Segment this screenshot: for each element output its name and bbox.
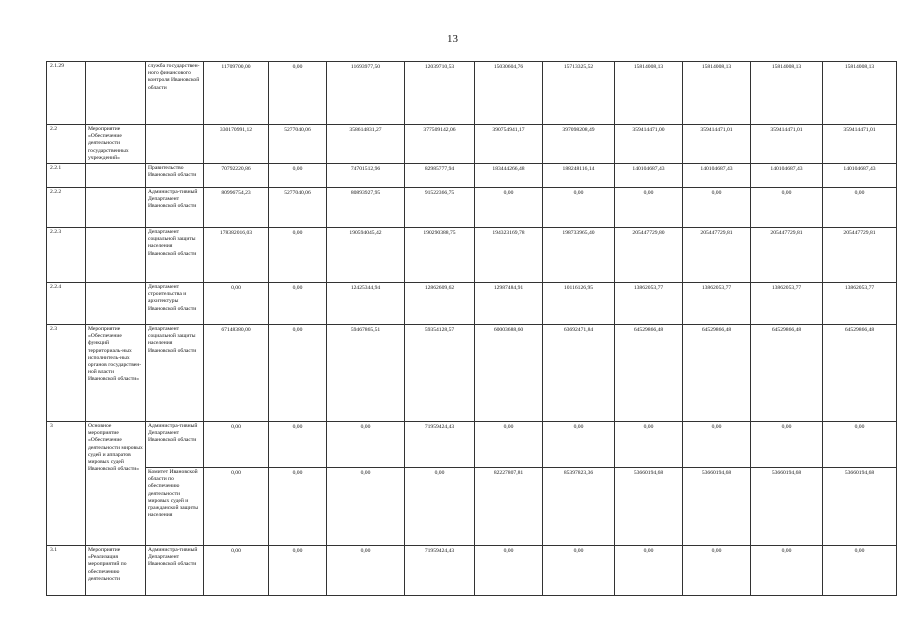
row-code: 2.2.3	[47, 228, 86, 283]
row-name: Мероприятие «Обеспечение деятельности государственных учреждений»	[86, 125, 146, 164]
row-value: 140104687,43	[751, 164, 823, 188]
row-value: 0,00	[543, 422, 615, 468]
row-value: 183444266,48	[475, 164, 543, 188]
row-value: 5277040,06	[269, 188, 327, 228]
row-value: 188248116,14	[543, 164, 615, 188]
row-value: 64529866,48	[683, 325, 751, 422]
row-value: 13862053,77	[751, 283, 823, 325]
table-row	[47, 283, 897, 325]
row-name	[86, 228, 146, 283]
table-row	[47, 228, 897, 283]
row-value: 0,00	[615, 188, 683, 228]
row-value: 0,00	[327, 546, 405, 596]
row-value: 0,00	[751, 422, 823, 468]
row-code: 2.2	[47, 125, 86, 164]
row-value: 74701512,96	[327, 164, 405, 188]
row-value: 15814008,13	[751, 62, 823, 125]
row-value: 53660194,68	[615, 468, 683, 546]
row-code: 2.2.2	[47, 188, 86, 228]
row-value: 0,00	[269, 422, 327, 468]
row-value: 71959424,43	[405, 422, 475, 468]
row-value: 0,00	[543, 546, 615, 596]
row-value: 0,00	[204, 546, 269, 596]
row-value: 13862053,77	[615, 283, 683, 325]
row-value: 64529866,48	[751, 325, 823, 422]
row-value: 15814008,13	[615, 62, 683, 125]
row-name	[86, 62, 146, 125]
row-value: 0,00	[615, 422, 683, 468]
row-value: 0,00	[327, 468, 405, 546]
row-executor: Департамент социальной защиты населения Ивановской области	[146, 228, 204, 283]
row-name: Мероприятие «Реализация мероприятий по обеспечению деятельности	[86, 546, 146, 596]
row-code: 3.1	[47, 546, 86, 596]
row-value: 190594045,42	[327, 228, 405, 283]
row-value: 80996754,23	[204, 188, 269, 228]
budget-table	[46, 61, 897, 596]
row-value: 0,00	[751, 188, 823, 228]
row-value: 60003688,60	[475, 325, 543, 422]
row-code: 2.2.1	[47, 164, 86, 188]
row-value: 53660194,68	[823, 468, 897, 546]
row-value: 0,00	[823, 546, 897, 596]
row-value: 359414471,01	[823, 125, 897, 164]
row-name: Основное мероприятие «Обеспечение деятельности мировых судей и аппаратов мировых судей Ивановской области»	[86, 422, 146, 546]
row-value: 198733965,40	[543, 228, 615, 283]
row-code: 2.2.4	[47, 283, 86, 325]
row-value: 53660194,68	[683, 468, 751, 546]
row-value: 0,00	[269, 468, 327, 546]
row-value: 82985777,94	[405, 164, 475, 188]
row-value: 0,00	[823, 422, 897, 468]
row-value: 194323169,78	[475, 228, 543, 283]
row-value: 0,00	[269, 228, 327, 283]
row-value: 15030604,76	[475, 62, 543, 125]
row-value: 64529866,48	[823, 325, 897, 422]
row-value: 91522366,75	[405, 188, 475, 228]
row-value: 0,00	[204, 468, 269, 546]
row-value: 15814008,13	[683, 62, 751, 125]
row-value: 0,00	[475, 188, 543, 228]
row-value: 359414471,00	[615, 125, 683, 164]
row-value: 205447729,80	[615, 228, 683, 283]
row-value: 11693977,50	[327, 62, 405, 125]
row-value: 59467865,51	[327, 325, 405, 422]
row-executor	[146, 125, 204, 164]
row-name	[86, 164, 146, 188]
row-value: 71959424,43	[405, 546, 475, 596]
table-row	[47, 164, 897, 188]
row-executor: Администра-тивный Департамент Ивановской области	[146, 422, 204, 468]
row-value: 377509142,06	[405, 125, 475, 164]
row-value: 0,00	[269, 546, 327, 596]
row-value: 0,00	[475, 546, 543, 596]
row-value: 140104687,43	[683, 164, 751, 188]
row-value: 358614831,27	[327, 125, 405, 164]
row-value: 70792220,86	[204, 164, 269, 188]
row-value: 15814008,13	[823, 62, 897, 125]
row-value: 13862053,77	[683, 283, 751, 325]
row-name	[86, 188, 146, 228]
table-row	[47, 468, 897, 546]
row-value: 0,00	[269, 283, 327, 325]
row-value: 330170991,12	[204, 125, 269, 164]
row-name	[86, 283, 146, 325]
row-value: 140104687,43	[615, 164, 683, 188]
row-value: 0,00	[327, 422, 405, 468]
table-row	[47, 62, 897, 125]
row-value: 13862053,77	[823, 283, 897, 325]
table-row	[47, 325, 897, 422]
row-value: 63692471,84	[543, 325, 615, 422]
row-code: 2.3	[47, 325, 86, 422]
row-executor: Администра-тивный Департамент Ивановской области	[146, 188, 204, 228]
row-value: 5277040,06	[269, 125, 327, 164]
row-value: 0,00	[683, 546, 751, 596]
row-value: 15713325,52	[543, 62, 615, 125]
row-value: 67148380,00	[204, 325, 269, 422]
row-value: 85397823,36	[543, 468, 615, 546]
row-value: 397098208,49	[543, 125, 615, 164]
table-row	[47, 546, 897, 596]
row-value: 0,00	[269, 62, 327, 125]
row-value: 205447729,81	[751, 228, 823, 283]
row-value: 0,00	[269, 164, 327, 188]
row-executor: служба государствен-ного финансового контроля Ивановской области	[146, 62, 204, 125]
row-code: 2.1.29	[47, 62, 86, 125]
row-value: 80893927,95	[327, 188, 405, 228]
row-value: 10116126,95	[543, 283, 615, 325]
row-value: 178382016,03	[204, 228, 269, 283]
row-value: 11709700,00	[204, 62, 269, 125]
row-value: 0,00	[543, 188, 615, 228]
row-value: 140104687,43	[823, 164, 897, 188]
row-value: 0,00	[204, 283, 269, 325]
row-executor: Администра-тивный Департамент Ивановской области	[146, 546, 204, 596]
row-name: Мероприятие «Обеспечение функций территориаль-ных исполнитель-ных органов государствен-ной власти Ивановской области»	[86, 325, 146, 422]
row-value: 82227807,81	[475, 468, 543, 546]
row-value: 12862609,62	[405, 283, 475, 325]
table-row	[47, 125, 897, 164]
row-value: 0,00	[615, 546, 683, 596]
row-value: 0,00	[269, 325, 327, 422]
row-executor: Департамент социальной защиты населения Ивановской области	[146, 325, 204, 422]
row-executor: Комитет Ивановской области по обеспечению деятельности мировых судей и гражданской защиты населения	[146, 468, 204, 546]
row-value: 0,00	[823, 188, 897, 228]
row-value: 0,00	[475, 422, 543, 468]
row-value: 64529866,48	[615, 325, 683, 422]
row-value: 0,00	[204, 422, 269, 468]
table-row	[47, 422, 897, 468]
row-value: 0,00	[683, 188, 751, 228]
row-value: 359414471,01	[683, 125, 751, 164]
row-value: 205447729,81	[823, 228, 897, 283]
row-executor: Правительство Ивановской области	[146, 164, 204, 188]
row-value: 205447729,81	[683, 228, 751, 283]
row-code: 3	[47, 422, 86, 546]
row-executor: Департамент строительства и архитектуры Ивановской области	[146, 283, 204, 325]
row-value: 0,00	[751, 546, 823, 596]
row-value: 12425344,94	[327, 283, 405, 325]
row-value: 359414471,01	[751, 125, 823, 164]
row-value: 12987484,91	[475, 283, 543, 325]
row-value: 390754941,17	[475, 125, 543, 164]
row-value: 0,00	[683, 422, 751, 468]
row-value: 53660194,68	[751, 468, 823, 546]
row-value: 0,00	[405, 468, 475, 546]
page-number: 13	[447, 33, 458, 45]
row-value: 190290388,75	[405, 228, 475, 283]
table-row	[47, 188, 897, 228]
row-value: 59354128,57	[405, 325, 475, 422]
row-value: 12039710,53	[405, 62, 475, 125]
